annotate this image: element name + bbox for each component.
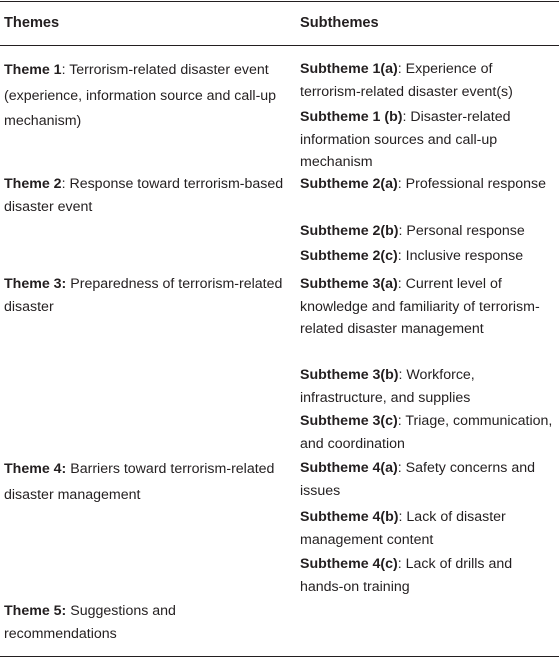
subtheme-text: Professional response [405, 176, 547, 192]
subtheme-3b-cell [300, 364, 555, 409]
subtheme-3c-cell [300, 410, 555, 455]
subtheme-separator: : [398, 223, 407, 239]
subtheme-label: Subtheme 1(a) [300, 61, 398, 77]
subtheme-text: Experience of terrorism-related disaster event(s) [300, 61, 513, 100]
subtheme-separator: : [397, 61, 406, 77]
subtheme-4c-cell [300, 553, 555, 598]
subtheme-separator: : [398, 367, 407, 383]
theme-label: Theme 5: [4, 603, 67, 619]
subtheme-label: Subtheme 2(a) [300, 176, 398, 192]
theme-separator: : [61, 176, 70, 192]
subtheme-label: Subtheme 4(b) [300, 509, 399, 525]
subtheme-separator: : [398, 509, 407, 525]
theme-separator: : [61, 62, 70, 78]
theme-3-cell [4, 273, 286, 318]
header-rule [0, 45, 559, 46]
subtheme-text: Workforce, infrastructure, and supplies [300, 367, 475, 406]
subtheme-2a-cell [300, 173, 555, 196]
subtheme-4a-cell [300, 457, 555, 502]
subtheme-label: Subtheme 3(a) [300, 276, 398, 292]
subtheme-label: Subtheme 2(c) [300, 248, 398, 264]
header-subthemes: Subthemes [300, 15, 379, 31]
theme-1-cell [4, 58, 286, 135]
theme-text: Barriers toward terrorism-related disaster management [4, 461, 275, 503]
subtheme-separator: : [397, 556, 406, 572]
header-themes: Themes [4, 15, 60, 31]
subtheme-text: Current level of knowledge and familiarity of terrorism-related disaster management [300, 276, 540, 337]
subtheme-label: Subtheme 1 (b) [300, 109, 403, 125]
subtheme-1b-cell [300, 106, 555, 174]
theme-4-cell [4, 457, 286, 508]
theme-text: Preparedness of terrorism-related disaster [4, 276, 283, 315]
subtheme-label: Subtheme 3(c) [300, 413, 398, 429]
subtheme-separator: : [397, 176, 406, 192]
subtheme-4b-cell [300, 506, 555, 551]
subtheme-text: Disaster-related information sources and call-up mechanism [300, 109, 511, 170]
theme-label: Theme 2 [4, 176, 62, 192]
theme-label: Theme 1 [4, 62, 62, 78]
theme-text: Suggestions and recommendations [4, 603, 176, 642]
subtheme-separator: : [402, 109, 411, 125]
subtheme-separator: : [397, 276, 406, 292]
theme-5-cell [4, 600, 286, 645]
subtheme-1a-cell [300, 58, 555, 103]
subtheme-text: Lack of disaster management content [300, 509, 506, 548]
subtheme-text: Inclusive response [405, 248, 524, 264]
subtheme-text: Lack of drills and hands-on training [300, 556, 513, 595]
theme-label: Theme 4: [4, 461, 67, 477]
bottom-rule [0, 656, 559, 657]
subtheme-label: Subtheme 2(b) [300, 223, 399, 239]
subtheme-2b-cell [300, 220, 555, 243]
subtheme-label: Subtheme 4(a) [300, 460, 398, 476]
subtheme-separator: : [397, 460, 406, 476]
subtheme-3a-cell [300, 273, 555, 341]
subtheme-text: Triage, communication, and coordination [300, 413, 553, 452]
subtheme-text: Personal response [406, 223, 525, 239]
subtheme-text: Safety concerns and issues [300, 460, 535, 499]
subtheme-label: Subtheme 3(b) [300, 367, 399, 383]
subtheme-separator: : [397, 413, 406, 429]
theme-text: Response toward terrorism-based disaster event [4, 176, 284, 215]
subtheme-2c-cell [300, 245, 555, 268]
top-rule [0, 1, 559, 2]
subtheme-label: Subtheme 4(c) [300, 556, 398, 572]
subtheme-separator: : [397, 248, 406, 264]
theme-text: Terrorism-related disaster event (experience, information source and call-up mechanism) [4, 62, 277, 129]
theme-2-cell [4, 173, 286, 218]
theme-label: Theme 3: [4, 276, 67, 292]
